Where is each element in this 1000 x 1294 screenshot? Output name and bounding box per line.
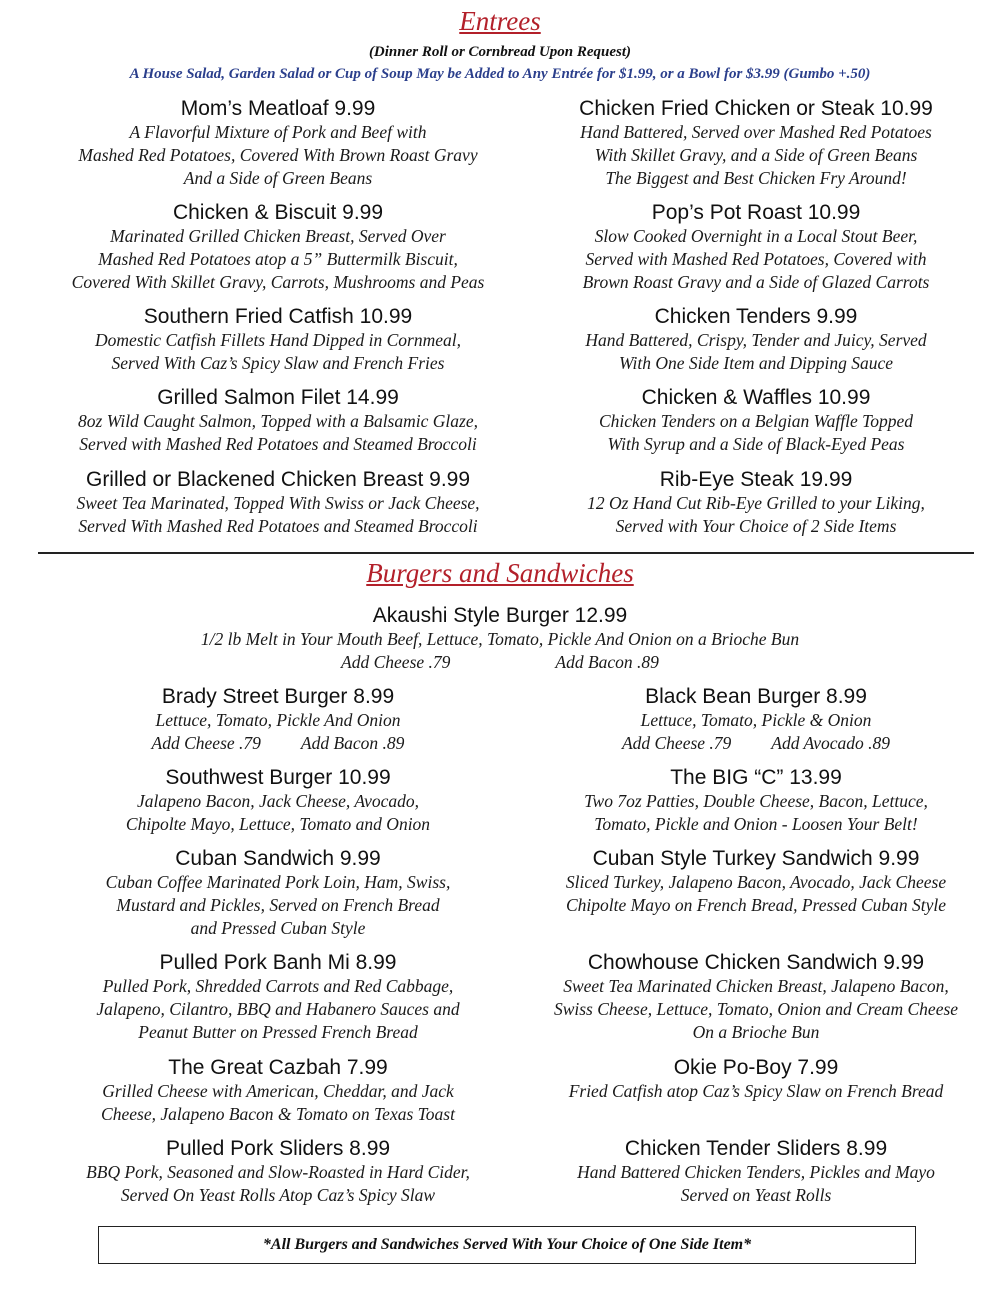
desc-line: Sweet Tea Marinated, Topped With Swiss or Jack Cheese, xyxy=(76,493,480,513)
featured-item xyxy=(0,603,1000,674)
entree-name: Chicken Tenders 9.99 xyxy=(654,305,858,328)
sandwich-desc xyxy=(506,790,1000,836)
addon-cheese: Add Cheese .79 xyxy=(151,733,261,753)
desc-line: With Skillet Gravy, and a Side of Green Beans xyxy=(594,145,918,165)
desc-line: and Pressed Cuban Style xyxy=(190,918,366,938)
entree-desc xyxy=(28,329,528,375)
addons-row xyxy=(28,732,528,755)
desc-line: Served With Mashed Red Potatoes and Steamed Broccoli xyxy=(78,516,478,536)
entree-name: Grilled or Blackened Chicken Breast 9.99 xyxy=(85,468,471,491)
side-item-note-box xyxy=(98,1226,916,1264)
desc-line: Tomato, Pickle and Onion - Loosen Your Belt! xyxy=(594,814,918,834)
desc-line: A Flavorful Mixture of Pork and Beef with xyxy=(129,122,427,142)
entree-name: Mom’s Meatloaf 9.99 xyxy=(180,97,376,120)
sandwich-item xyxy=(28,765,528,836)
sandwich-item xyxy=(28,1055,528,1126)
addon-cheese: Add Cheese .79 xyxy=(341,652,451,672)
desc-line: Pulled Pork, Shredded Carrots and Red Cabbage, xyxy=(102,976,454,996)
sandwich-name: Okie Po-Boy 7.99 xyxy=(673,1056,839,1079)
entree-item xyxy=(506,467,1000,538)
desc-line: Marinated Grilled Chicken Breast, Served Over xyxy=(110,226,446,246)
featured-addons xyxy=(0,651,1000,674)
entree-name: Southern Fried Catfish 10.99 xyxy=(143,305,413,328)
sandwich-name: Cuban Style Turkey Sandwich 9.99 xyxy=(592,847,920,870)
entree-desc xyxy=(28,121,528,190)
desc-line: Served with Your Choice of 2 Side Items xyxy=(615,516,897,536)
sandwich-item xyxy=(506,1136,1000,1207)
featured-name: Akaushi Style Burger 12.99 xyxy=(372,604,628,627)
sandwich-item xyxy=(506,950,1000,1044)
entree-desc xyxy=(506,121,1000,190)
entree-item xyxy=(506,304,1000,375)
entree-name: Chicken Fried Chicken or Steak 10.99 xyxy=(579,97,933,120)
desc-line: Cheese, Jalapeno Bacon & Tomato on Texas Toast xyxy=(101,1104,455,1124)
entree-desc xyxy=(28,410,528,456)
desc-line: 8oz Wild Caught Salmon, Topped with a Balsamic Glaze, xyxy=(78,411,478,431)
entree-name: Rib-Eye Steak 19.99 xyxy=(659,468,853,491)
desc-line: Served on Yeast Rolls xyxy=(680,1185,832,1205)
sandwich-desc xyxy=(506,1080,1000,1103)
desc-line: Mashed Red Potatoes atop a 5” Buttermilk Biscuit, xyxy=(98,249,458,269)
entree-name: Pop’s Pot Roast 10.99 xyxy=(651,201,861,224)
desc-line: Mustard and Pickles, Served on French Bread xyxy=(116,895,440,915)
sandwich-name: Southwest Burger 10.99 xyxy=(165,766,391,789)
sandwich-item xyxy=(506,765,1000,836)
sandwich-desc xyxy=(28,1161,528,1207)
desc-line: On a Brioche Bun xyxy=(692,1022,820,1042)
addon-avocado: Add Avocado .89 xyxy=(771,733,891,753)
sandwich-name: Pulled Pork Sliders 8.99 xyxy=(165,1137,391,1160)
desc-line: Hand Battered, Crispy, Tender and Juicy, Served xyxy=(585,330,927,350)
featured-desc xyxy=(0,628,1000,674)
desc-line: Covered With Skillet Gravy, Carrots, Mushrooms and Peas xyxy=(71,272,485,292)
desc-line: Domestic Catfish Fillets Hand Dipped in Cornmeal, xyxy=(94,330,462,350)
desc-line: Sliced Turkey, Jalapeno Bacon, Avocado, Jack Cheese xyxy=(565,872,947,892)
entree-desc xyxy=(28,492,528,538)
entrees-note-rolls: (Dinner Roll or Cornbread Upon Request) xyxy=(368,44,632,60)
desc-line: Swiss Cheese, Lettuce, Tomato, Onion and Cream Cheese xyxy=(553,999,959,1019)
section-divider xyxy=(38,552,974,554)
entree-name: Chicken & Waffles 10.99 xyxy=(641,386,871,409)
desc-line: Chicken Tenders on a Belgian Waffle Topped xyxy=(598,411,914,431)
entree-desc xyxy=(506,410,1000,456)
sandwich-item xyxy=(506,684,1000,755)
sandwich-name: Black Bean Burger 8.99 xyxy=(645,685,867,708)
entree-item xyxy=(506,200,1000,294)
entree-desc xyxy=(506,225,1000,294)
desc-line: BBQ Pork, Seasoned and Slow-Roasted in Hard Cider, xyxy=(86,1162,470,1182)
desc-line: Jalapeno Bacon, Jack Cheese, Avocado, xyxy=(136,791,419,811)
sandwich-desc xyxy=(28,975,528,1044)
desc-line: Served On Yeast Rolls Atop Caz’s Spicy Slaw xyxy=(120,1185,436,1205)
sandwich-name: Chicken Tender Sliders 8.99 xyxy=(624,1137,888,1160)
entree-desc xyxy=(506,492,1000,538)
desc-line: Lettuce, Tomato, Pickle And Onion xyxy=(155,710,401,730)
entree-item xyxy=(506,96,1000,190)
sandwich-desc xyxy=(506,1161,1000,1207)
addon-bacon: Add Bacon .89 xyxy=(555,652,659,672)
desc-line: Jalapeno, Cilantro, BBQ and Habanero Sauces and xyxy=(96,999,460,1019)
entree-item xyxy=(28,304,528,375)
desc-line: Served with Mashed Red Potatoes, Covered with xyxy=(585,249,927,269)
entree-item xyxy=(28,200,528,294)
desc-line: Fried Catfish atop Caz’s Spicy Slaw on French Bread xyxy=(568,1081,944,1101)
sandwich-item xyxy=(28,846,528,940)
sandwich-name: Chowhouse Chicken Sandwich 9.99 xyxy=(587,951,925,974)
entrees-title: Entrees xyxy=(459,6,541,36)
burgers-title: Burgers and Sandwiches xyxy=(366,558,634,588)
entree-desc xyxy=(28,225,528,294)
sandwich-name: The BIG “C” 13.99 xyxy=(670,766,842,789)
addon-bacon: Add Bacon .89 xyxy=(300,733,405,753)
desc-line: And a Side of Green Beans xyxy=(183,168,373,188)
sandwich-item xyxy=(28,1136,528,1207)
desc-line: Served With Caz’s Spicy Slaw and French Fries xyxy=(111,353,445,373)
sandwich-desc xyxy=(506,709,1000,755)
entree-desc xyxy=(506,329,1000,375)
entree-item xyxy=(506,385,1000,456)
desc-line: Served with Mashed Red Potatoes and Steamed Broccoli xyxy=(79,434,477,454)
entrees-note-sides: A House Salad, Garden Salad or Cup of Soup May be Added to Any Entrée for $1.99, or a Bowl for $3.99 (Gumbo +.50) xyxy=(129,66,871,82)
sandwich-item xyxy=(28,950,528,1044)
desc-line: Two 7oz Patties, Double Cheese, Bacon, Lettuce, xyxy=(584,791,928,811)
desc-line: Lettuce, Tomato, Pickle & Onion xyxy=(640,710,872,730)
desc-line: 1/2 lb Melt in Your Mouth Beef, Lettuce, Tomato, Pickle And Onion on a Brioche Bun xyxy=(200,629,800,649)
sandwich-desc xyxy=(28,1080,528,1126)
desc-line: Chipolte Mayo, Lettuce, Tomato and Onion xyxy=(125,814,431,834)
desc-line: With One Side Item and Dipping Sauce xyxy=(618,353,894,373)
sandwich-name: Pulled Pork Banh Mi 8.99 xyxy=(159,951,397,974)
desc-line: The Biggest and Best Chicken Fry Around! xyxy=(605,168,907,188)
desc-line: Hand Battered, Served over Mashed Red Potatoes xyxy=(580,122,932,142)
sandwich-item xyxy=(506,1055,1000,1103)
addon-cheese: Add Cheese .79 xyxy=(621,733,732,753)
desc-line: Brown Roast Gravy and a Side of Glazed Carrots xyxy=(582,272,930,292)
desc-line: Hand Battered Chicken Tenders, Pickles and Mayo xyxy=(577,1162,935,1182)
entree-name: Chicken & Biscuit 9.99 xyxy=(172,201,384,224)
entree-item xyxy=(28,96,528,190)
sandwich-desc xyxy=(28,709,528,755)
desc-line: Peanut Butter on Pressed French Bread xyxy=(138,1022,418,1042)
desc-line: Mashed Red Potatoes, Covered With Brown Roast Gravy xyxy=(78,145,478,165)
sandwich-desc xyxy=(506,975,1000,1044)
sandwich-item xyxy=(506,846,1000,917)
entree-item xyxy=(28,385,528,456)
addons-row xyxy=(506,732,1000,755)
sandwich-desc xyxy=(28,790,528,836)
desc-line: 12 Oz Hand Cut Rib-Eye Grilled to your Liking, xyxy=(587,493,925,513)
side-item-note: *All Burgers and Sandwiches Served With Your Choice of One Side Item* xyxy=(262,1236,752,1253)
entree-item xyxy=(28,467,528,538)
sandwich-name: Cuban Sandwich 9.99 xyxy=(175,847,381,870)
desc-line: Chipolte Mayo on French Bread, Pressed Cuban Style xyxy=(565,895,947,915)
sandwich-name: The Great Cazbah 7.99 xyxy=(168,1056,388,1079)
sandwich-desc xyxy=(28,871,528,940)
sandwich-name: Brady Street Burger 8.99 xyxy=(161,685,395,708)
sandwich-item xyxy=(28,684,528,755)
desc-line: With Syrup and a Side of Black-Eyed Peas xyxy=(607,434,905,454)
desc-line: Sweet Tea Marinated Chicken Breast, Jalapeno Bacon, xyxy=(563,976,949,996)
desc-line: Slow Cooked Overnight in a Local Stout Beer, xyxy=(594,226,918,246)
entree-name: Grilled Salmon Filet 14.99 xyxy=(157,386,399,409)
desc-line: Cuban Coffee Marinated Pork Loin, Ham, Swiss, xyxy=(105,872,451,892)
desc-line: Grilled Cheese with American, Cheddar, and Jack xyxy=(102,1081,454,1101)
sandwich-desc xyxy=(506,871,1000,917)
